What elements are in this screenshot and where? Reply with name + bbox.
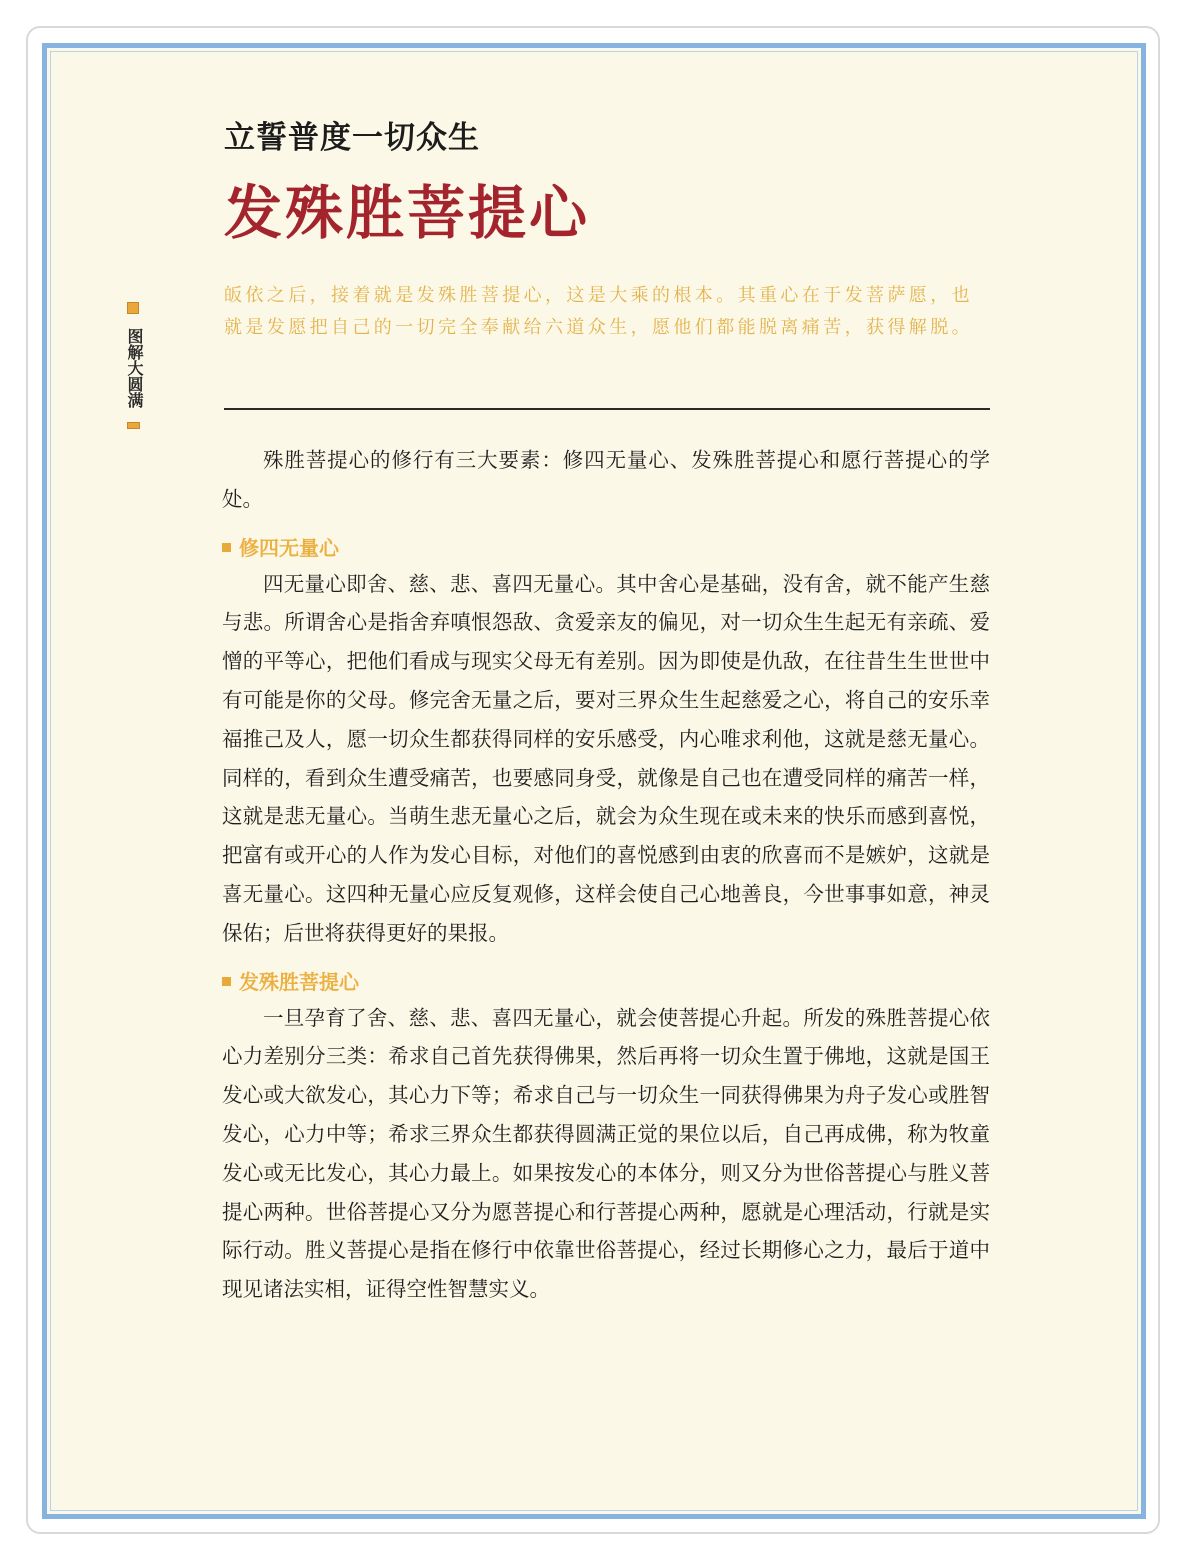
intro-paragraph: 皈依之后，接着就是发殊胜菩提心，这是大乘的根本。其重心在于发菩萨愿，也就是发愿把自己的一切完全奉献给六道众生，愿他们都能脱离痛苦，获得解脱。 — [224, 285, 973, 338]
section-paragraph: 一旦孕育了舍、慈、悲、喜四无量心，就会使菩提心升起。所发的殊胜菩提心依心力差别分三类：希求自己首先获得佛果，然后再将一切众生置于佛地，这就是国王发心或大欲发心，其心力下等；希求自己与一切众生一同获得佛果为舟子发心或胜智发心，心力中等；希求三界众生都获得圆满正觉的果位以后，自己再成佛，称为牧童发心或无比发心，其心力最上。如果按发心的本体分，则又分为世俗菩提心与胜义菩提心两种。世俗菩提心又分为愿菩提心和行菩提心两种，愿就是心理活动，行就是实际行动。胜义菩提心是指在修行中依靠世俗菩提心，经过长期修心之力，最后于道中现见诸法实相，证得空性智慧实义。 — [222, 1005, 990, 1302]
square-bullet-icon — [222, 543, 231, 552]
divider — [224, 408, 990, 410]
section-heading-text: 修四无量心 — [239, 535, 339, 560]
article-body — [222, 441, 990, 1309]
side-book-label — [124, 302, 142, 429]
page-subtitle: 立誓普度一切众生 — [224, 120, 480, 156]
seal-ornament-icon — [127, 422, 140, 429]
lead-paragraph: 殊胜菩提心的修行有三大要素：修四无量心、发殊胜菩提心和愿行菩提心的学处。 — [222, 448, 990, 511]
square-bullet-icon — [222, 977, 231, 986]
section-heading-bodhicitta — [222, 965, 990, 999]
section-heading-text: 发殊胜菩提心 — [239, 969, 359, 994]
section-heading-four-immeasurables — [222, 531, 990, 565]
seal-ornament-icon — [127, 302, 139, 314]
section-paragraph: 四无量心即舍、慈、悲、喜四无量心。其中舍心是基础，没有舍，就不能产生慈与悲。所谓舍心是指舍弃嗔恨怨敌、贪爱亲友的偏见，对一切众生生起无有亲疏、爱憎的平等心，把他们看成与现实父母无有差别。因为即使是仇敌，在往昔生生世世中有可能是你的父母。修完舍无量之后，要对三界众生生起慈爱之心，将自己的安乐幸福推己及人，愿一切众生都获得同样的安乐感受，内心唯求利他，这就是慈无量心。同样的，看到众生遭受痛苦，也要感同身受，就像是自己也在遭受同样的痛苦一样，这就是悲无量心。当萌生悲无量心之后，就会为众生现在或未来的快乐而感到喜悦，把富有或开心的人作为发心目标，对他们的喜悦感到由衷的欣喜而不是嫉妒，这就是喜无量心。这四种无量心应反复观修，这样会使自己心地善良，今世事事如意，神灵保佑；后世将获得更好的果报。 — [222, 571, 990, 945]
page-title: 发殊胜菩提心 — [224, 179, 591, 247]
side-label-text: 图解大圆满 — [125, 328, 144, 408]
